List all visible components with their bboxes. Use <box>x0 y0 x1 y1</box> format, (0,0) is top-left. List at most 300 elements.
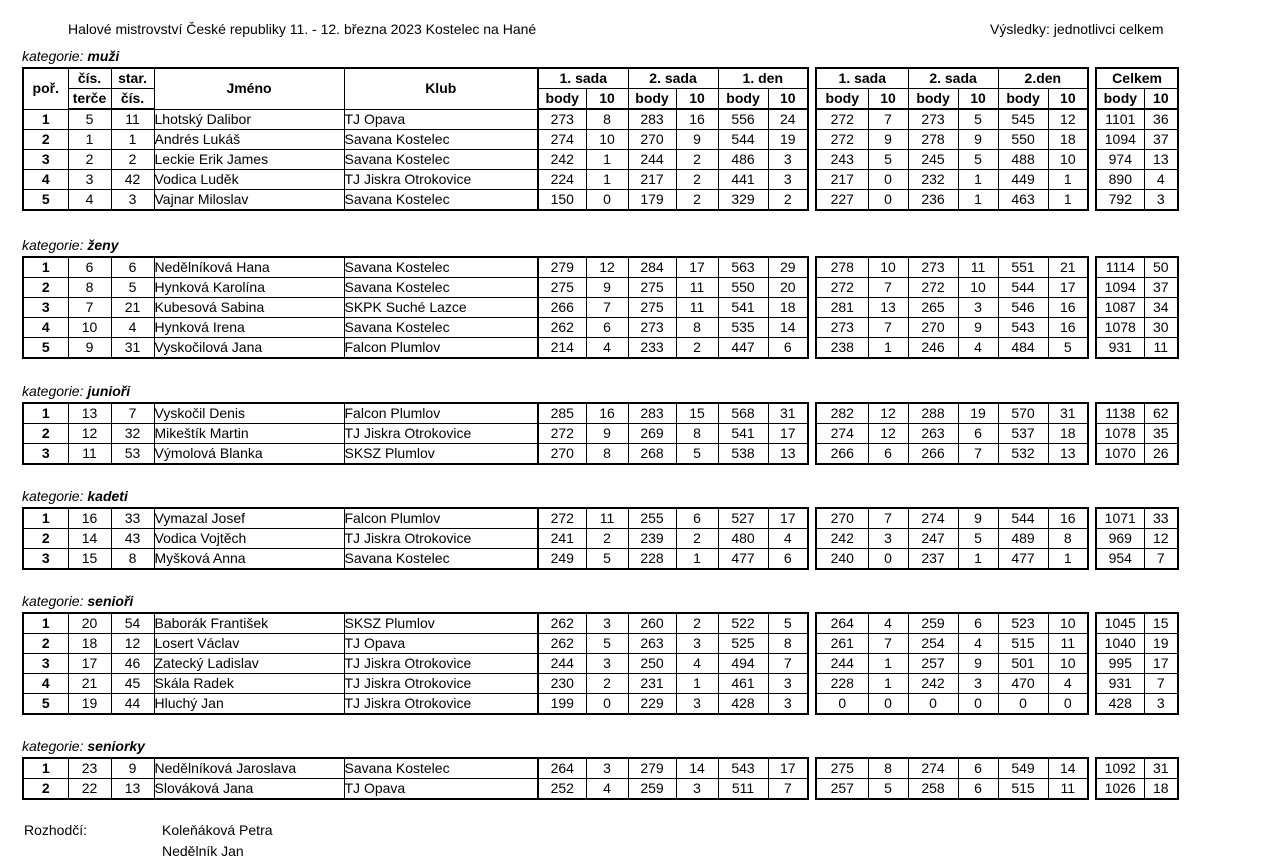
cell-target-no: 5 <box>68 109 111 130</box>
category-prefix: kategorie: <box>22 48 84 64</box>
cell-day2-points: 449 <box>998 170 1048 190</box>
cell-name: Slováková Jana <box>154 779 344 800</box>
cell-set1-tens: 1 <box>868 674 908 694</box>
cell-club: SKSZ Plumlov <box>344 613 538 634</box>
cell-set1-tens: 6 <box>586 318 628 338</box>
cell-set2-tens: 5 <box>676 444 718 465</box>
cell-total-points: 1071 <box>1096 508 1144 529</box>
cell-name: Vymazal Josef <box>154 508 344 529</box>
cell-start-no: 46 <box>111 654 154 674</box>
cell-total-tens: 3 <box>1144 190 1178 211</box>
table-separator <box>808 403 816 464</box>
cell-day1-points: 556 <box>718 109 768 130</box>
cell-total-points: 1040 <box>1096 634 1144 654</box>
category-prefix: kategorie: <box>22 593 84 609</box>
cell-club: TJ Opava <box>344 109 538 130</box>
cell-set2-tens: 11 <box>676 278 718 298</box>
cell-set1-points: 285 <box>538 403 586 424</box>
results-table <box>22 402 1179 465</box>
cell-set2-tens: 5 <box>958 109 998 130</box>
cell-total-points: 428 <box>1096 694 1144 715</box>
cell-target-no: 17 <box>68 654 111 674</box>
cell-set2-points: 217 <box>628 170 676 190</box>
table-header-row <box>23 68 1178 89</box>
cell-target-no: 3 <box>68 170 111 190</box>
cell-set1-tens: 12 <box>868 424 908 444</box>
cell-set2-points: 259 <box>908 613 958 634</box>
cell-set1-points: 274 <box>538 130 586 150</box>
cell-day2-tens: 16 <box>1048 318 1088 338</box>
cell-set2-points: 229 <box>628 694 676 715</box>
cell-target-no: 13 <box>68 403 111 424</box>
cell-set1-tens: 5 <box>586 549 628 570</box>
cell-day2-tens: 21 <box>1048 257 1088 278</box>
cell-set2-points: 275 <box>628 278 676 298</box>
cell-set1-tens: 0 <box>868 694 908 715</box>
cell-set1-points: 278 <box>816 257 868 278</box>
cell-set2-tens: 15 <box>676 403 718 424</box>
cell-start-no: 5 <box>111 278 154 298</box>
cell-target-no: 22 <box>68 779 111 800</box>
header-tens: 10 <box>768 89 808 110</box>
cell-total-points: 1045 <box>1096 613 1144 634</box>
cell-set1-points: 272 <box>538 424 586 444</box>
category-name: junioři <box>87 383 131 399</box>
category-label <box>22 593 133 609</box>
cell-set1-tens: 7 <box>586 298 628 318</box>
table-separator <box>1088 257 1096 358</box>
cell-total-tens: 26 <box>1144 444 1178 465</box>
judge-name: Nedělník Jan <box>162 843 244 859</box>
cell-set1-tens: 7 <box>868 278 908 298</box>
cell-set1-tens: 5 <box>586 634 628 654</box>
cell-total-points: 1094 <box>1096 130 1144 150</box>
cell-day2-tens: 10 <box>1048 150 1088 170</box>
cell-set2-tens: 1 <box>958 549 998 570</box>
header-day2: 2.den <box>998 68 1088 89</box>
cell-set1-points: 241 <box>538 529 586 549</box>
cell-day2-tens: 4 <box>1048 674 1088 694</box>
cell-day1-tens: 29 <box>768 257 808 278</box>
cell-target-no: 10 <box>68 318 111 338</box>
cell-day1-tens: 31 <box>768 403 808 424</box>
cell-set2-tens: 9 <box>958 318 998 338</box>
cell-set1-tens: 12 <box>586 257 628 278</box>
cell-set2-points: 259 <box>628 779 676 800</box>
cell-rank: 2 <box>23 130 68 150</box>
results-table <box>22 67 1179 211</box>
cell-target-no: 4 <box>68 190 111 211</box>
cell-set1-tens: 8 <box>868 758 908 779</box>
cell-total-tens: 36 <box>1144 109 1178 130</box>
cell-set1-points: 230 <box>538 674 586 694</box>
cell-set2-points: 270 <box>628 130 676 150</box>
cell-day1-points: 522 <box>718 613 768 634</box>
cell-set1-points: 249 <box>538 549 586 570</box>
cell-start-no: 1 <box>111 130 154 150</box>
cell-total-points: 1026 <box>1096 779 1144 800</box>
cell-rank: 2 <box>23 424 68 444</box>
category-prefix: kategorie: <box>22 237 84 253</box>
cell-set2-tens: 9 <box>676 130 718 150</box>
category-name: kadeti <box>87 488 128 504</box>
judges-label: Rozhodčí: <box>24 822 88 838</box>
table-row <box>23 130 1178 150</box>
cell-set1-points: 266 <box>538 298 586 318</box>
cell-set1-tens: 8 <box>586 444 628 465</box>
table-row <box>23 674 1178 694</box>
cell-total-tens: 30 <box>1144 318 1178 338</box>
cell-start-no: 54 <box>111 613 154 634</box>
cell-day2-points: 484 <box>998 338 1048 359</box>
cell-set1-tens: 1 <box>868 338 908 359</box>
cell-set1-tens: 12 <box>868 403 908 424</box>
cell-club: Savana Kostelec <box>344 257 538 278</box>
cell-target-no: 14 <box>68 529 111 549</box>
cell-name: Hluchý Jan <box>154 694 344 715</box>
cell-day1-points: 538 <box>718 444 768 465</box>
cell-set2-points: 265 <box>908 298 958 318</box>
cell-set2-points: 250 <box>628 654 676 674</box>
cell-set1-tens: 2 <box>586 674 628 694</box>
cell-set2-tens: 8 <box>676 424 718 444</box>
cell-total-points: 995 <box>1096 654 1144 674</box>
cell-day2-tens: 17 <box>1048 278 1088 298</box>
cell-day1-tens: 3 <box>768 170 808 190</box>
cell-set2-points: 244 <box>628 150 676 170</box>
cell-start-no: 31 <box>111 338 154 359</box>
cell-rank: 4 <box>23 170 68 190</box>
cell-set1-points: 272 <box>816 130 868 150</box>
cell-set1-points: 273 <box>816 318 868 338</box>
cell-target-no: 7 <box>68 298 111 318</box>
cell-set1-points: 238 <box>816 338 868 359</box>
cell-club: TJ Jiskra Otrokovice <box>344 170 538 190</box>
cell-day2-points: 544 <box>998 278 1048 298</box>
cell-day2-tens: 1 <box>1048 549 1088 570</box>
cell-club: SKSZ Plumlov <box>344 444 538 465</box>
cell-rank: 1 <box>23 403 68 424</box>
cell-rank: 5 <box>23 694 68 715</box>
cell-set2-points: 245 <box>908 150 958 170</box>
cell-total-tens: 33 <box>1144 508 1178 529</box>
header-rank: poř. <box>23 68 68 109</box>
cell-set1-points: 240 <box>816 549 868 570</box>
cell-set1-tens: 7 <box>868 318 908 338</box>
cell-set1-tens: 7 <box>868 508 908 529</box>
cell-total-points: 1070 <box>1096 444 1144 465</box>
cell-club: TJ Jiskra Otrokovice <box>344 529 538 549</box>
cell-day1-points: 568 <box>718 403 768 424</box>
cell-start-no: 6 <box>111 257 154 278</box>
cell-name: Hynková Karolína <box>154 278 344 298</box>
cell-day2-points: 0 <box>998 694 1048 715</box>
cell-club: Savana Kostelec <box>344 278 538 298</box>
cell-set1-points: 262 <box>538 318 586 338</box>
cell-target-no: 20 <box>68 613 111 634</box>
cell-set1-points: 214 <box>538 338 586 359</box>
cell-set1-tens: 3 <box>586 613 628 634</box>
cell-day1-points: 461 <box>718 674 768 694</box>
cell-day2-points: 488 <box>998 150 1048 170</box>
cell-day2-tens: 18 <box>1048 130 1088 150</box>
cell-target-no: 19 <box>68 694 111 715</box>
cell-set1-tens: 16 <box>586 403 628 424</box>
table-row <box>23 318 1178 338</box>
cell-day1-tens: 8 <box>768 634 808 654</box>
cell-day1-points: 541 <box>718 424 768 444</box>
cell-day2-points: 546 <box>998 298 1048 318</box>
cell-set2-tens: 1 <box>958 190 998 211</box>
header-day1: 1. den <box>718 68 808 89</box>
header-points: body <box>538 89 586 110</box>
cell-day1-tens: 3 <box>768 150 808 170</box>
cell-day1-points: 543 <box>718 758 768 779</box>
cell-set2-tens: 3 <box>958 674 998 694</box>
cell-name: Nedělníková Hana <box>154 257 344 278</box>
cell-set2-tens: 2 <box>676 338 718 359</box>
cell-set1-points: 274 <box>816 424 868 444</box>
cell-day1-points: 541 <box>718 298 768 318</box>
cell-day1-points: 486 <box>718 150 768 170</box>
cell-set2-points: 284 <box>628 257 676 278</box>
cell-total-points: 792 <box>1096 190 1144 211</box>
cell-day1-points: 329 <box>718 190 768 211</box>
cell-total-tens: 11 <box>1144 338 1178 359</box>
cell-total-tens: 4 <box>1144 170 1178 190</box>
cell-day2-tens: 16 <box>1048 298 1088 318</box>
cell-set2-points: 288 <box>908 403 958 424</box>
cell-rank: 5 <box>23 338 68 359</box>
cell-set1-points: 270 <box>816 508 868 529</box>
cell-day2-tens: 10 <box>1048 654 1088 674</box>
cell-total-tens: 13 <box>1144 150 1178 170</box>
cell-total-points: 1078 <box>1096 318 1144 338</box>
cell-day1-points: 428 <box>718 694 768 715</box>
cell-day1-points: 441 <box>718 170 768 190</box>
cell-set2-points: 246 <box>908 338 958 359</box>
table-separator <box>808 508 816 569</box>
cell-rank: 2 <box>23 779 68 800</box>
table-row <box>23 338 1178 359</box>
cell-club: TJ Jiskra Otrokovice <box>344 424 538 444</box>
header-tens: 10 <box>958 89 998 110</box>
table-row <box>23 549 1178 570</box>
cell-rank: 4 <box>23 674 68 694</box>
table-row <box>23 444 1178 465</box>
cell-total-points: 1138 <box>1096 403 1144 424</box>
cell-club: Savana Kostelec <box>344 549 538 570</box>
cell-set2-points: 231 <box>628 674 676 694</box>
cell-total-points: 1101 <box>1096 109 1144 130</box>
cell-day2-points: 550 <box>998 130 1048 150</box>
cell-day1-tens: 24 <box>768 109 808 130</box>
table-separator <box>808 758 816 799</box>
cell-day1-tens: 17 <box>768 758 808 779</box>
cell-set2-points: 283 <box>628 403 676 424</box>
cell-day1-points: 494 <box>718 654 768 674</box>
cell-club: Falcon Plumlov <box>344 403 538 424</box>
cell-start-no: 33 <box>111 508 154 529</box>
cell-set1-tens: 5 <box>868 779 908 800</box>
cell-set1-points: 264 <box>816 613 868 634</box>
cell-set2-tens: 1 <box>958 170 998 190</box>
cell-day2-points: 537 <box>998 424 1048 444</box>
cell-set1-points: 0 <box>816 694 868 715</box>
cell-rank: 1 <box>23 508 68 529</box>
cell-set2-points: 236 <box>908 190 958 211</box>
cell-set2-points: 260 <box>628 613 676 634</box>
header-tens: 10 <box>676 89 718 110</box>
cell-day2-points: 470 <box>998 674 1048 694</box>
header-club: Klub <box>344 68 538 109</box>
cell-day1-tens: 17 <box>768 424 808 444</box>
cell-start-no: 42 <box>111 170 154 190</box>
cell-day2-tens: 16 <box>1048 508 1088 529</box>
cell-total-points: 974 <box>1096 150 1144 170</box>
header-set1: 1. sada <box>816 68 908 89</box>
cell-set1-tens: 11 <box>586 508 628 529</box>
cell-day1-points: 511 <box>718 779 768 800</box>
cell-total-tens: 7 <box>1144 549 1178 570</box>
cell-total-points: 969 <box>1096 529 1144 549</box>
cell-set1-points: 275 <box>816 758 868 779</box>
header-name: Jméno <box>154 68 344 109</box>
cell-set2-tens: 4 <box>958 634 998 654</box>
cell-total-points: 1078 <box>1096 424 1144 444</box>
header-points: body <box>718 89 768 110</box>
result-type: Výsledky: jednotlivci celkem <box>990 21 1164 37</box>
cell-target-no: 18 <box>68 634 111 654</box>
results-table <box>22 256 1179 359</box>
cell-day1-tens: 6 <box>768 549 808 570</box>
cell-set2-tens: 9 <box>958 130 998 150</box>
document-title: Halové mistrovství České republiky 11. - 12. března 2023 Kostelec na Hané <box>68 21 537 37</box>
cell-set1-tens: 3 <box>586 758 628 779</box>
cell-day2-points: 489 <box>998 529 1048 549</box>
cell-set2-points: 0 <box>908 694 958 715</box>
cell-day1-points: 527 <box>718 508 768 529</box>
cell-name: Zatecký Ladislav <box>154 654 344 674</box>
cell-club: Savana Kostelec <box>344 318 538 338</box>
cell-total-tens: 34 <box>1144 298 1178 318</box>
cell-day2-points: 570 <box>998 403 1048 424</box>
table-row <box>23 424 1178 444</box>
cell-name: Kubesová Sabina <box>154 298 344 318</box>
cell-day2-points: 515 <box>998 634 1048 654</box>
table-row <box>23 508 1178 529</box>
cell-day2-tens: 31 <box>1048 403 1088 424</box>
cell-day1-points: 480 <box>718 529 768 549</box>
cell-target-no: 16 <box>68 508 111 529</box>
results-table <box>22 612 1179 715</box>
cell-set2-tens: 3 <box>676 634 718 654</box>
header-target-no: čís. <box>68 68 111 89</box>
cell-set1-tens: 9 <box>868 130 908 150</box>
cell-set2-points: 233 <box>628 338 676 359</box>
header-set2: 2. sada <box>908 68 998 89</box>
category-label <box>22 383 130 399</box>
cell-set2-points: 270 <box>908 318 958 338</box>
cell-day1-tens: 7 <box>768 654 808 674</box>
cell-set2-points: 232 <box>908 170 958 190</box>
category-name: muži <box>87 48 120 64</box>
cell-total-tens: 37 <box>1144 278 1178 298</box>
cell-name: Mikeštík Martin <box>154 424 344 444</box>
cell-rank: 5 <box>23 190 68 211</box>
cell-rank: 3 <box>23 298 68 318</box>
cell-set1-points: 262 <box>538 613 586 634</box>
cell-day2-tens: 11 <box>1048 634 1088 654</box>
header-points: body <box>998 89 1048 110</box>
cell-set2-tens: 4 <box>676 654 718 674</box>
cell-total-tens: 15 <box>1144 613 1178 634</box>
cell-name: Leckie Erik James <box>154 150 344 170</box>
cell-set2-tens: 5 <box>958 529 998 549</box>
cell-start-no: 12 <box>111 634 154 654</box>
cell-day2-points: 532 <box>998 444 1048 465</box>
cell-day1-tens: 20 <box>768 278 808 298</box>
cell-set2-tens: 14 <box>676 758 718 779</box>
cell-total-tens: 35 <box>1144 424 1178 444</box>
cell-total-tens: 18 <box>1144 779 1178 800</box>
header-points: body <box>1096 89 1144 110</box>
cell-day2-tens: 1 <box>1048 170 1088 190</box>
cell-rank: 1 <box>23 109 68 130</box>
cell-total-points: 1114 <box>1096 257 1144 278</box>
table-separator <box>1088 613 1096 714</box>
cell-set2-tens: 7 <box>958 444 998 465</box>
cell-set1-points: 150 <box>538 190 586 211</box>
cell-set1-tens: 1 <box>586 170 628 190</box>
cell-set1-tens: 4 <box>868 613 908 634</box>
cell-set1-tens: 0 <box>586 190 628 211</box>
table-row <box>23 654 1178 674</box>
cell-day2-points: 543 <box>998 318 1048 338</box>
cell-set2-points: 273 <box>628 318 676 338</box>
cell-set2-points: 283 <box>628 109 676 130</box>
cell-name: Skála Radek <box>154 674 344 694</box>
cell-total-tens: 37 <box>1144 130 1178 150</box>
header-set1: 1. sada <box>538 68 628 89</box>
cell-set1-points: 275 <box>538 278 586 298</box>
cell-set1-tens: 3 <box>868 529 908 549</box>
table-separator <box>808 257 816 358</box>
cell-set2-points: 255 <box>628 508 676 529</box>
cell-name: Hynková Irena <box>154 318 344 338</box>
cell-set1-points: 228 <box>816 674 868 694</box>
cell-club: TJ Opava <box>344 779 538 800</box>
cell-target-no: 1 <box>68 130 111 150</box>
cell-day1-tens: 4 <box>768 529 808 549</box>
cell-rank: 3 <box>23 150 68 170</box>
cell-day2-tens: 13 <box>1048 444 1088 465</box>
cell-set1-points: 273 <box>538 109 586 130</box>
header-points: body <box>628 89 676 110</box>
cell-set1-points: 244 <box>816 654 868 674</box>
cell-day1-tens: 17 <box>768 508 808 529</box>
cell-start-no: 43 <box>111 529 154 549</box>
cell-day1-tens: 6 <box>768 338 808 359</box>
table-separator <box>808 613 816 714</box>
cell-set2-points: 268 <box>628 444 676 465</box>
cell-target-no: 15 <box>68 549 111 570</box>
cell-day2-points: 549 <box>998 758 1048 779</box>
cell-day1-tens: 19 <box>768 130 808 150</box>
cell-target-no: 12 <box>68 424 111 444</box>
category-label <box>22 48 119 64</box>
cell-set2-points: 274 <box>908 758 958 779</box>
